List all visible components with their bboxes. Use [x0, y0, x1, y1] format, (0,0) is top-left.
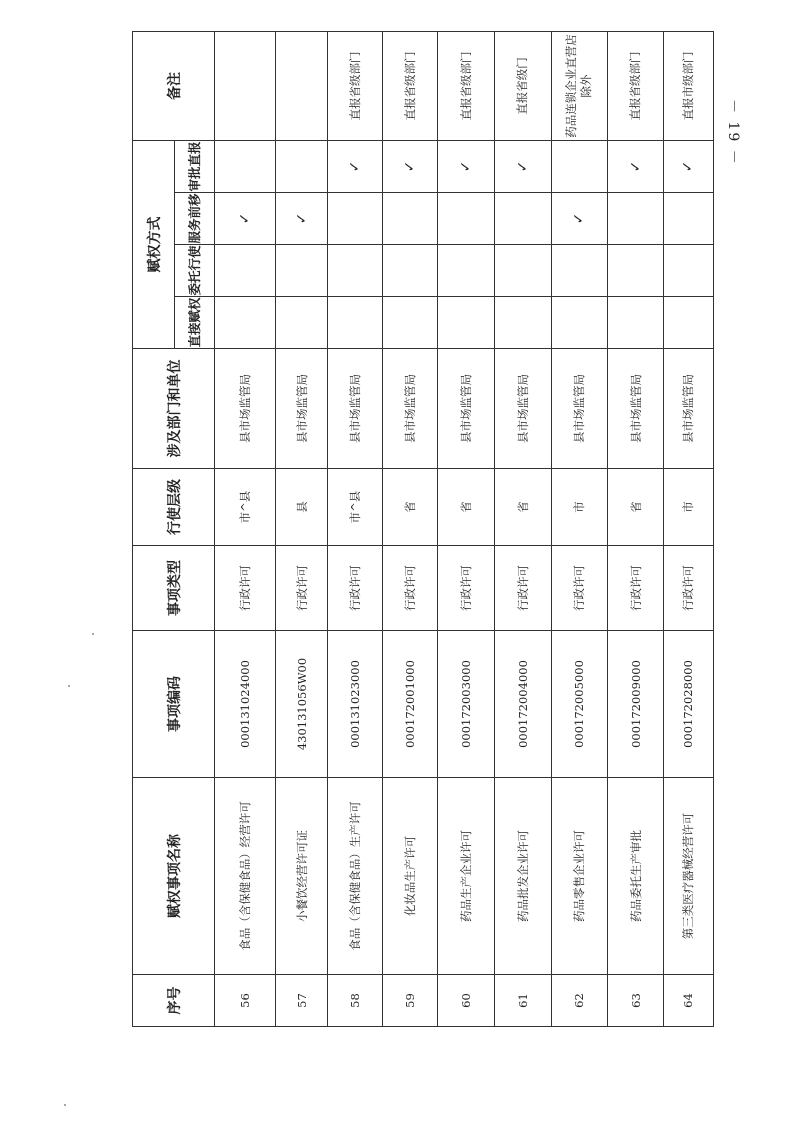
name-cell: 食品（含保健食品）经营许可 — [215, 778, 276, 975]
level-cell: 省 — [608, 469, 664, 546]
remark-cell: 直报市级部门 — [663, 32, 713, 141]
report-cell: ✓ — [494, 141, 551, 193]
name-cell: 食品（含保健食品）生产许可 — [328, 778, 382, 975]
dept-cell: 县市场监管局 — [382, 349, 438, 469]
header-method-report: 审批直报 — [175, 141, 215, 193]
dept-cell: 县市场监管局 — [328, 349, 382, 469]
name-cell: 药品零售企业许可 — [551, 778, 608, 975]
seq-cell: 60 — [438, 975, 495, 1027]
type-cell: 行政许可 — [494, 546, 551, 631]
code-cell: 000172003000 — [438, 631, 495, 778]
table-body — [215, 32, 714, 1027]
dept-cell: 县市场监管局 — [663, 349, 713, 469]
service-cell — [438, 193, 495, 245]
direct-cell — [551, 297, 608, 349]
dept-cell: 县市场监管局 — [276, 349, 328, 469]
type-cell: 行政许可 — [328, 546, 382, 631]
entrust-cell — [551, 245, 608, 297]
scan-speck — [64, 1104, 66, 1106]
table-row — [382, 32, 438, 1027]
header-method-entrust: 委托行使 — [175, 245, 215, 297]
report-cell: ✓ — [608, 141, 664, 193]
entrust-cell — [276, 245, 328, 297]
remark-cell — [276, 32, 328, 141]
dept-cell: 县市场监管局 — [494, 349, 551, 469]
code-cell: 000172001000 — [382, 631, 438, 778]
level-cell: 市^县 — [328, 469, 382, 546]
service-cell: ✓ — [551, 193, 608, 245]
report-cell — [276, 141, 328, 193]
direct-cell — [215, 297, 276, 349]
rotated-table-container — [132, 34, 714, 1027]
table-row — [276, 32, 328, 1027]
table-row — [551, 32, 608, 1027]
name-cell: 第三类医疗器械经营许可 — [663, 778, 713, 975]
seq-cell: 58 — [328, 975, 382, 1027]
level-cell: 省 — [494, 469, 551, 546]
type-cell: 行政许可 — [215, 546, 276, 631]
level-cell: 县 — [276, 469, 328, 546]
table-row — [215, 32, 276, 1027]
header-row — [133, 32, 175, 1027]
level-cell: 市 — [663, 469, 713, 546]
remark-cell: 直报省级部门 — [328, 32, 382, 141]
authorization-table — [132, 31, 714, 1027]
report-cell: ✓ — [438, 141, 495, 193]
table-row — [328, 32, 382, 1027]
seq-cell: 56 — [215, 975, 276, 1027]
service-cell — [494, 193, 551, 245]
code-cell: 000172004000 — [494, 631, 551, 778]
table-row — [438, 32, 495, 1027]
level-cell: 省 — [382, 469, 438, 546]
header-seq: 序号 — [133, 975, 215, 1027]
type-cell: 行政许可 — [276, 546, 328, 631]
service-cell: ✓ — [276, 193, 328, 245]
dept-cell: 县市场监管局 — [215, 349, 276, 469]
level-cell: 市^县 — [215, 469, 276, 546]
header-method-direct: 直接赋权 — [175, 297, 215, 349]
entrust-cell — [382, 245, 438, 297]
code-cell: 000172009000 — [608, 631, 664, 778]
seq-cell: 59 — [382, 975, 438, 1027]
code-cell: 000131024000 — [215, 631, 276, 778]
table-row — [608, 32, 664, 1027]
remark-cell: 直报省级部门 — [608, 32, 664, 141]
level-cell: 省 — [438, 469, 495, 546]
code-cell: 000131023000 — [328, 631, 382, 778]
code-cell: 000172028000 — [663, 631, 713, 778]
scan-speck — [92, 633, 94, 635]
report-cell — [215, 141, 276, 193]
type-cell: 行政许可 — [663, 546, 713, 631]
seq-cell: 64 — [663, 975, 713, 1027]
seq-cell: 62 — [551, 975, 608, 1027]
service-cell — [382, 193, 438, 245]
direct-cell — [276, 297, 328, 349]
dept-cell: 县市场监管局 — [551, 349, 608, 469]
type-cell: 行政许可 — [608, 546, 664, 631]
direct-cell — [382, 297, 438, 349]
header-method: 赋权方式 — [133, 141, 175, 349]
entrust-cell — [215, 245, 276, 297]
seq-cell: 63 — [608, 975, 664, 1027]
page-number: － 19 － — [725, 98, 741, 166]
remark-cell: 直报省级门 — [494, 32, 551, 141]
service-cell — [663, 193, 713, 245]
direct-cell — [494, 297, 551, 349]
name-cell: 化妆品生产许可 — [382, 778, 438, 975]
direct-cell — [663, 297, 713, 349]
report-cell: ✓ — [328, 141, 382, 193]
header-code: 事项编码 — [133, 631, 215, 778]
direct-cell — [608, 297, 664, 349]
direct-cell — [438, 297, 495, 349]
remark-cell: 直报省级部门 — [438, 32, 495, 141]
name-cell: 药品批发企业许可 — [494, 778, 551, 975]
name-cell: 药品委托生产审批 — [608, 778, 664, 975]
level-cell: 市 — [551, 469, 608, 546]
type-cell: 行政许可 — [551, 546, 608, 631]
header-dept: 涉及部门和单位 — [133, 349, 215, 469]
remark-cell: 药品连锁企业直营店除外 — [551, 32, 608, 141]
entrust-cell — [438, 245, 495, 297]
service-cell: ✓ — [215, 193, 276, 245]
direct-cell — [328, 297, 382, 349]
remark-cell: 直报省级部门 — [382, 32, 438, 141]
type-cell: 行政许可 — [438, 546, 495, 631]
header-remark: 备注 — [133, 32, 215, 141]
seq-cell: 57 — [276, 975, 328, 1027]
header-type: 事项类型 — [133, 546, 215, 631]
name-cell: 小餐饮经营许可证 — [276, 778, 328, 975]
service-cell — [608, 193, 664, 245]
code-cell: 430131056W00 — [276, 631, 328, 778]
service-cell — [328, 193, 382, 245]
remark-cell — [215, 32, 276, 141]
entrust-cell — [494, 245, 551, 297]
report-cell: ✓ — [382, 141, 438, 193]
header-level: 行使层级 — [133, 469, 215, 546]
name-cell: 药品生产企业许可 — [438, 778, 495, 975]
entrust-cell — [328, 245, 382, 297]
header-method-service: 服务前移 — [175, 193, 215, 245]
report-cell: ✓ — [663, 141, 713, 193]
header-name: 赋权事项名称 — [133, 778, 215, 975]
entrust-cell — [663, 245, 713, 297]
seq-cell: 61 — [494, 975, 551, 1027]
entrust-cell — [608, 245, 664, 297]
dept-cell: 县市场监管局 — [608, 349, 664, 469]
code-cell: 000172005000 — [551, 631, 608, 778]
dept-cell: 县市场监管局 — [438, 349, 495, 469]
type-cell: 行政许可 — [382, 546, 438, 631]
scan-speck — [68, 685, 70, 687]
table-row — [494, 32, 551, 1027]
report-cell — [551, 141, 608, 193]
table-row — [663, 32, 713, 1027]
